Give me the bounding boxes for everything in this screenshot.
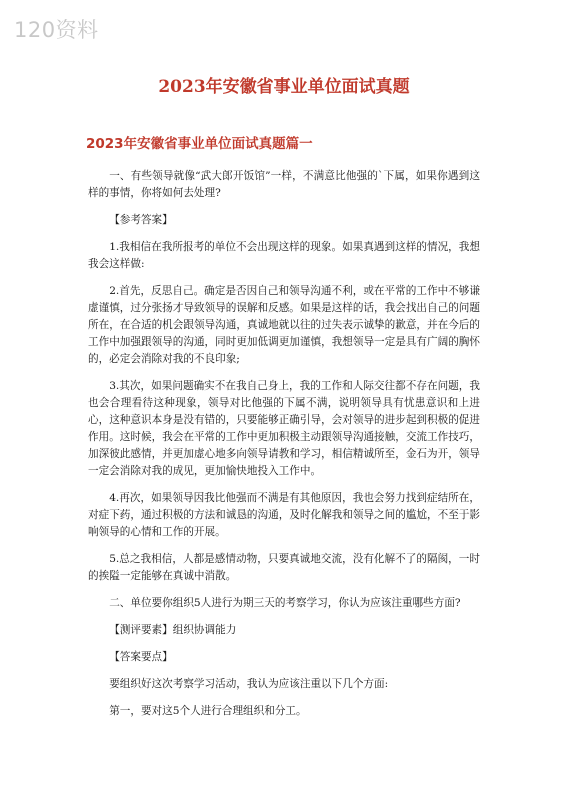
answer-point-1: 1.我相信在我所报考的单位不会出现这样的现象。如果真遇到这样的情况，我想我会这样做: [88,241,480,270]
answer-intro: 要组织好这次考察学习活动，我认为应该注重以下几个方面: [109,678,389,690]
answer-point-2: 2.首先，反思自己。确定是否因自己和领导沟通不利，或在平常的工作中不够谦虚谨慎，过分张扬才导致领导的误解和反感。如果是这样的话，我会找出自己的问题所在，在合适的机会跟领导沟通，真诚地就以往的过失表示诚挚的歉意，并在今后的工作中加强跟领导的沟通，同时更加低调更加谨慎，我想领导一定是具有广阔的胸怀的，必定会消除对我的不良印象; [88,285,480,365]
document-page [88,74,480,730]
question-1: 一、有些领导就像“武大郎开饭馆”一样，不满意比他强的`下属，如果你遇到这样的事情，你将如何去处理? [88,170,480,199]
answer-point-4: 4.再次，如果领导因我比他强而不满是有其他原因，我也会努力找到症结所在，对症下药，通过积极的方法和诚恳的沟通，及时化解我和领导之间的尴尬，不至于影响领导的心情和工作的开展。 [88,492,480,538]
question-2: 二、单位要你组织5人进行为期三天的考察学习，你认为应该注重哪些方面? [109,597,461,609]
section-title: 2023年安徽省事业单位面试真题篇一 [86,136,313,152]
watermark: 120资料 [14,18,99,42]
evaluation-elements: 【测评要素】组织协调能力 [109,624,237,636]
answer-key-label: 【答案要点】 [109,651,173,663]
answer-first-point: 第一，要对这5个人进行合理组织和分工。 [109,705,307,717]
reference-answer-label: 【参考答案】 [109,214,173,226]
document-title: 2023年安徽省事业单位面试真题 [158,77,410,97]
answer-point-3: 3.其次，如果问题确实不在我自己身上，我的工作和人际交往都不存在问题，我也会合理看待这种现象，领导对比他强的下属不满，说明领导具有忧患意识和上进心，这种意识本身是没有错的，只要能够正确引导，会对领导的进步起到积极的促进作用。这时候，我会在平常的工作中更加积极主动跟领导沟通接触，交流工作技巧，加深彼此感情，并更加虚心地多向领导请教和学习，相信精诚所至，金石为开，领导一定会消除对我的成见，更加愉快地投入工作中。 [88,380,480,477]
answer-point-5: 5.总之我相信，人都是感情动物，只要真诚地交流，没有化解不了的隔阂，一时的挨隘一定能够在真诚中消散。 [88,553,480,582]
